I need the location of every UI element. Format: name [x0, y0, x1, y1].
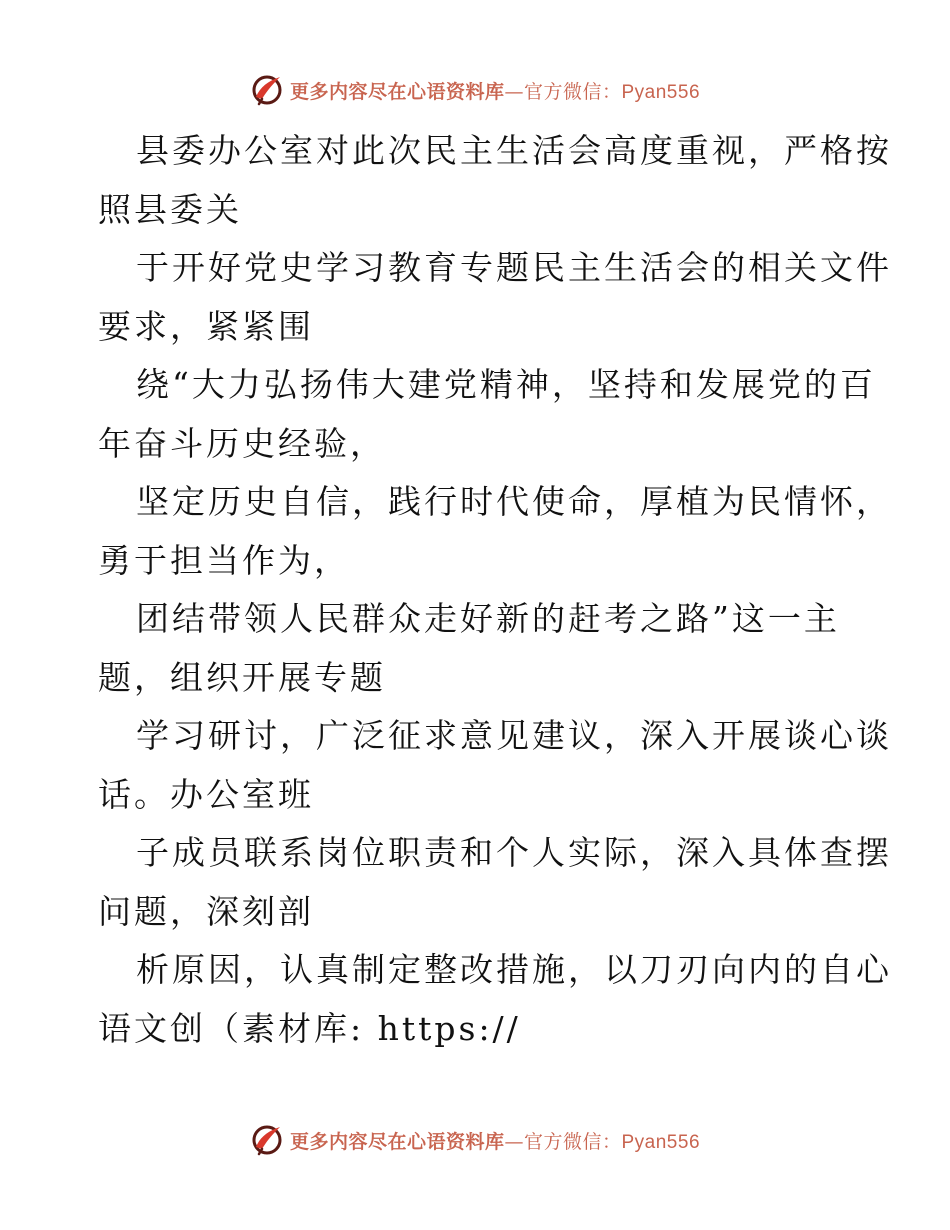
paragraph	[98, 707, 892, 824]
footer-banner-dash: —	[504, 1130, 524, 1153]
paragraph	[98, 824, 892, 941]
footer-banner-main: 更多内容尽在心语资料库	[289, 1130, 505, 1153]
paragraph-line: 绕“大力弘扬伟大建党精神，坚持和发展党的百	[136, 365, 876, 404]
document-body	[98, 122, 892, 1058]
paragraph	[98, 356, 876, 473]
paragraph-line: 话。办公室班	[98, 774, 314, 814]
footer-banner-wechat-id: Pyan556	[621, 1131, 701, 1153]
footer-banner-inner	[250, 1123, 700, 1157]
header-banner-wechat-label: 官方微信：	[523, 80, 622, 103]
paragraph-line: 于开好党史学习教育专题民主生活会的相关文件	[136, 248, 892, 287]
paragraph-line: 年奋斗历史经验，	[98, 423, 386, 463]
footer-banner-text	[290, 1127, 700, 1154]
paragraph-line: 问题，深刻剖	[98, 891, 314, 931]
paragraph	[98, 122, 892, 239]
paragraph-line: 要求，紧紧围	[98, 306, 314, 346]
paragraph-line: 语文创（素材库: https://	[98, 1008, 521, 1048]
paragraph-line: 学习研讨，广泛征求意见建议，深入开展谈心谈	[136, 716, 892, 755]
paragraph-line: 勇于担当作为，	[98, 540, 350, 580]
header-banner-wechat-id: Pyan556	[621, 81, 701, 103]
paragraph-line: 析原因，认真制定整改措施，以刀刃向内的自心	[136, 950, 892, 989]
pen-logo-icon	[250, 1123, 284, 1157]
paragraph-line: 照县委关	[98, 189, 242, 229]
footer-banner-wechat-label: 官方微信：	[523, 1130, 622, 1153]
paragraph-line: 子成员联系岗位职责和个人实际，深入具体查摆	[136, 833, 892, 872]
paragraph	[98, 941, 892, 1058]
paragraph-line: 题，组织开展专题	[98, 657, 386, 697]
paragraph	[98, 590, 858, 707]
header-banner-main: 更多内容尽在心语资料库	[289, 80, 505, 103]
header-banner-inner	[250, 73, 700, 107]
footer-banner	[0, 1120, 950, 1160]
paragraph-line: 团结带领人民群众走好新的赶考之路”这一主	[136, 599, 840, 638]
paragraph-line: 坚定历史自信，践行时代使命，厚植为民情怀，	[136, 482, 892, 521]
header-banner	[0, 70, 950, 110]
paragraph	[98, 239, 892, 356]
paragraph	[98, 473, 892, 590]
header-banner-dash: —	[504, 80, 524, 103]
paragraph-line: 县委办公室对此次民主生活会高度重视，严格按	[136, 131, 892, 170]
pen-logo-icon	[250, 73, 284, 107]
header-banner-text	[290, 77, 700, 104]
